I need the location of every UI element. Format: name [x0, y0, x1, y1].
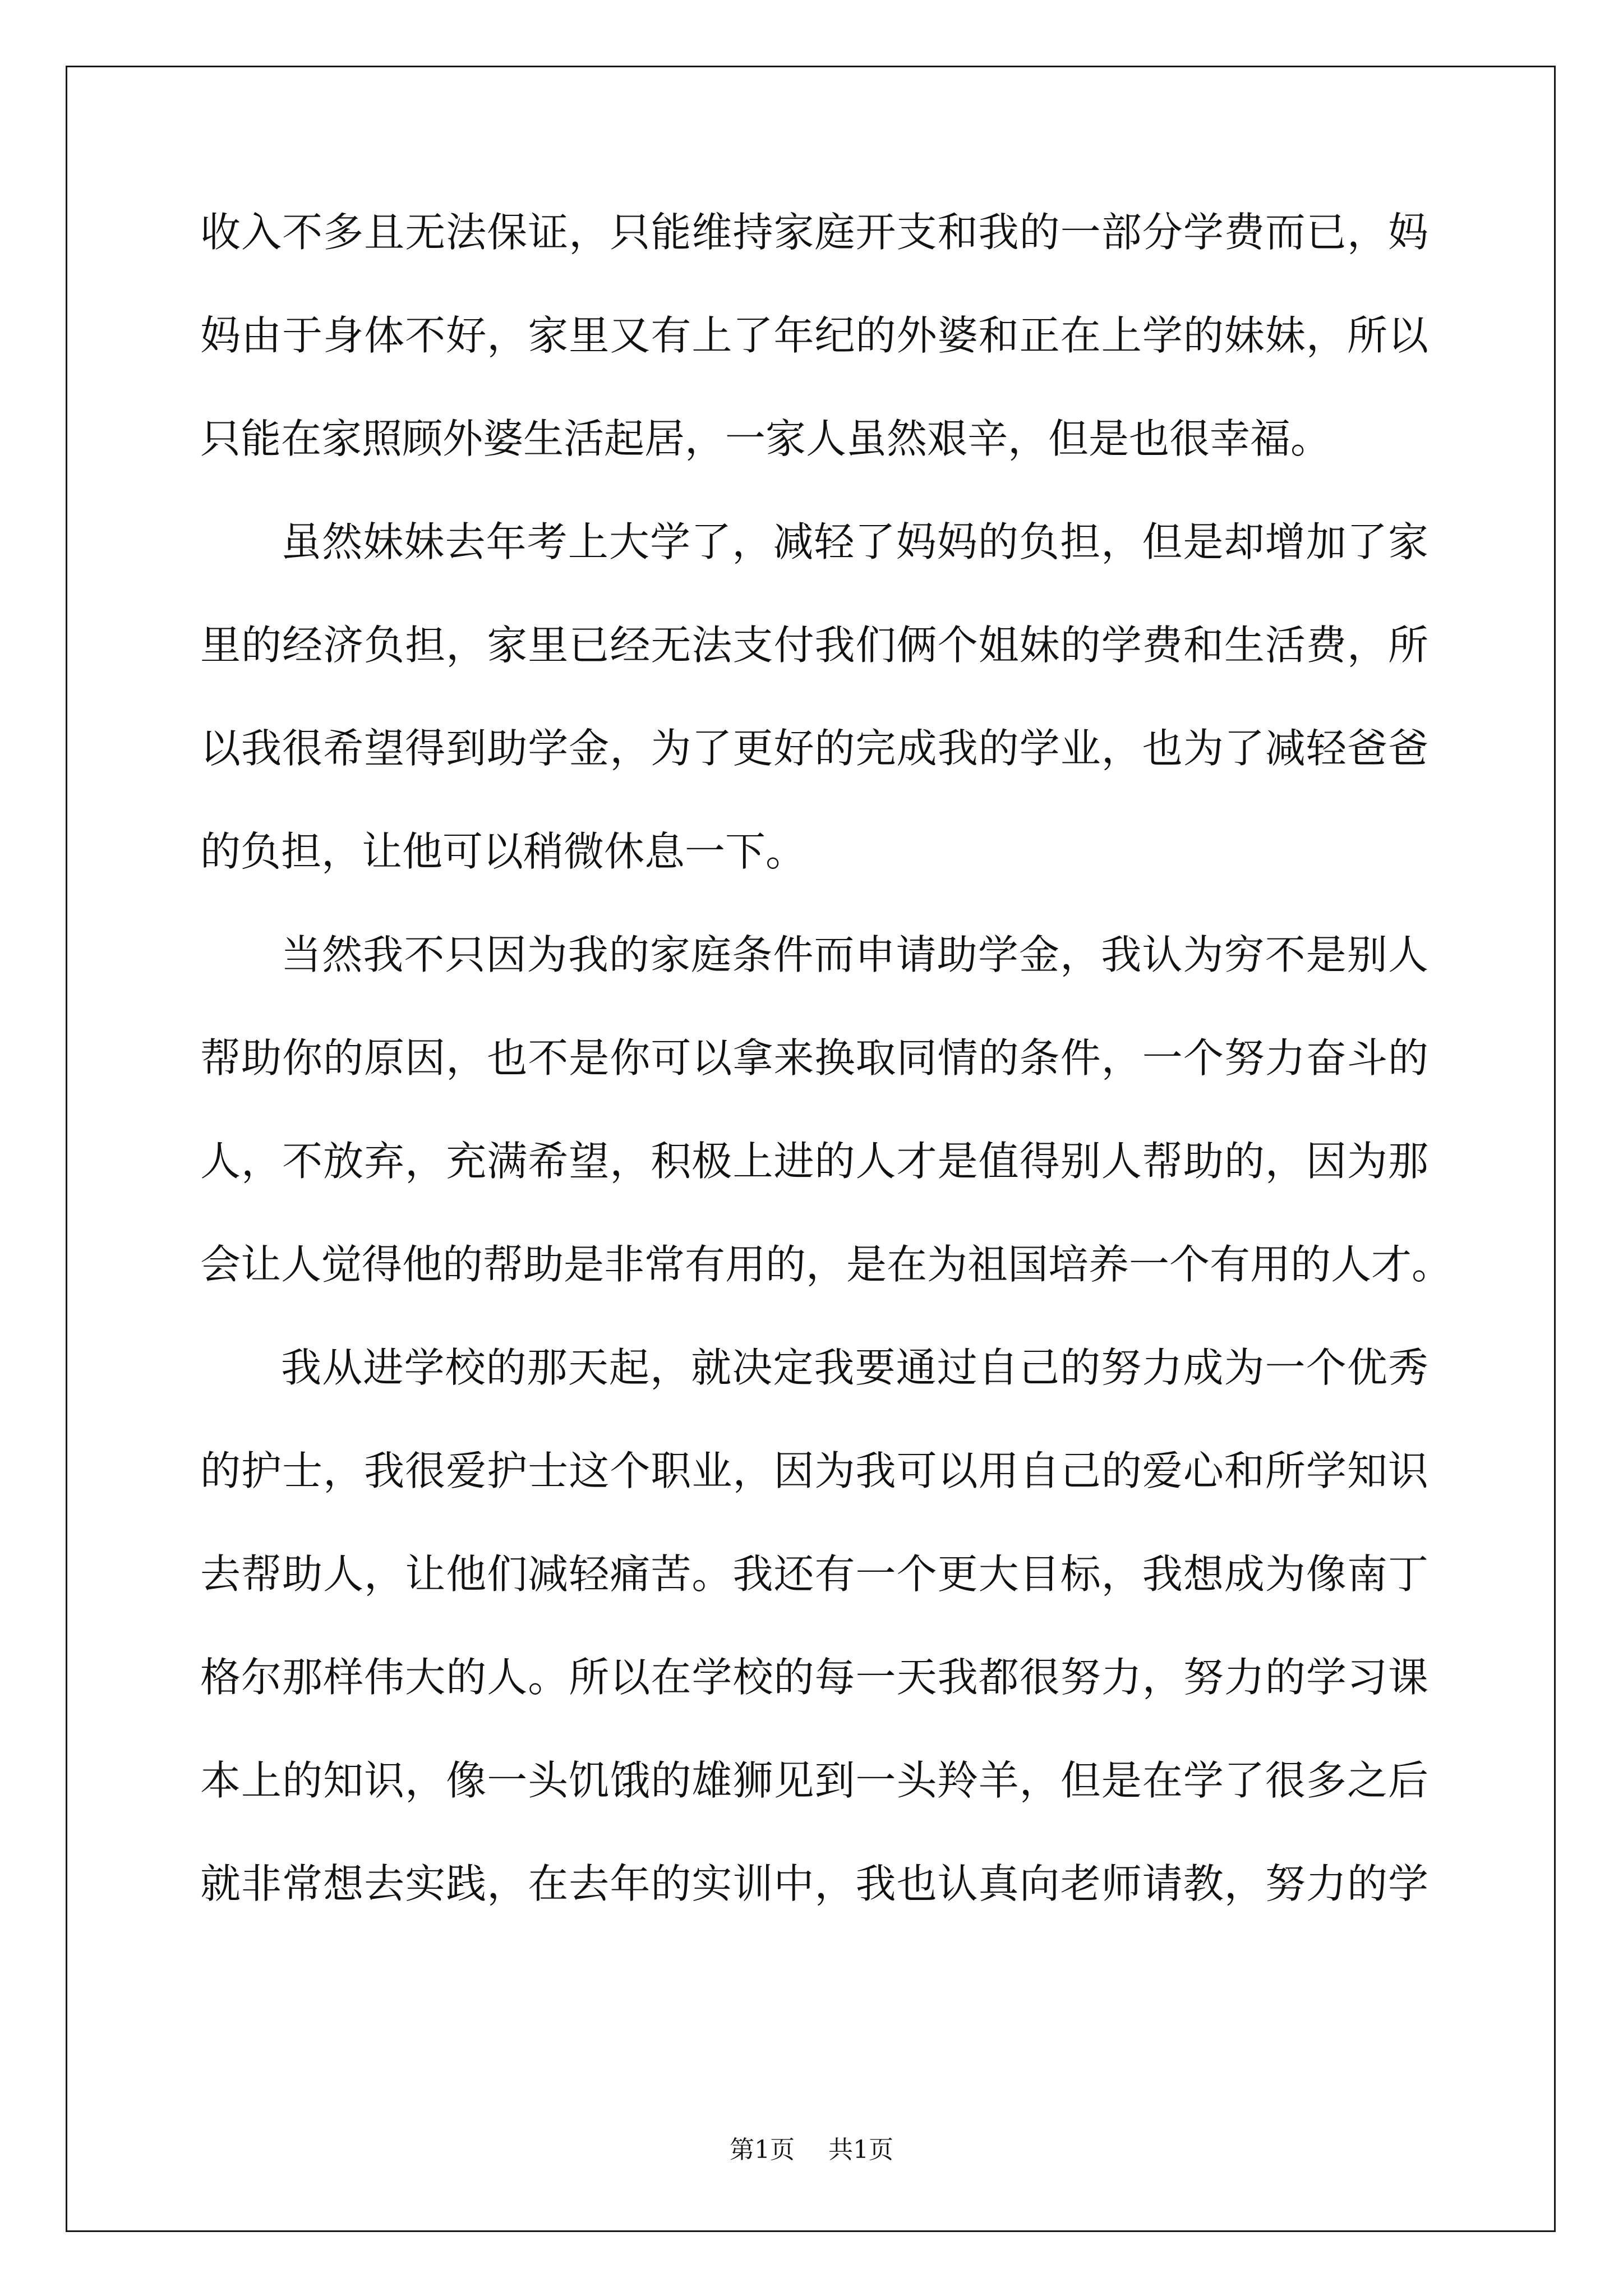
body-line-6: 以我很希望得到助学金，为了更好的完成我的学业，也为了减轻爸爸 — [200, 725, 1428, 772]
body-line-11: 会让人觉得他的帮助是非常有用的，是在为祖国培养一个有用的人才。 — [200, 1241, 1453, 1288]
body-line-13: 的护士，我很爱护士这个职业，因为我可以用自己的爱心和所学知识 — [200, 1447, 1428, 1494]
body-line-7: 的负担，让他可以稍微休息一下。 — [200, 828, 806, 875]
document-body — [200, 209, 1453, 1967]
body-line-17: 就非常想去实践，在去年的实训中，我也认真向老师请教，努力的学 — [200, 1860, 1428, 1907]
page-footer — [0, 2129, 1623, 2165]
body-line-5: 里的经济负担，家里已经无法支付我们俩个姐妹的学费和生活费，所 — [200, 622, 1428, 669]
page-total: 共1页 — [828, 2136, 893, 2164]
body-line-8: 当然我不只因为我的家庭条件而申请助学金，我认为穷不是别人 — [281, 931, 1428, 978]
body-line-2: 妈由于身体不好，家里又有上了年纪的外婆和正在上学的妹妹，所以 — [200, 312, 1428, 359]
body-line-14: 去帮助人，让他们减轻痛苦。我还有一个更大目标，我想成为像南丁 — [200, 1550, 1428, 1598]
body-line-4: 虽然妹妹去年考上大学了，减轻了妈妈的负担，但是却增加了家 — [281, 518, 1428, 565]
body-line-16: 本上的知识，像一头饥饿的雄狮见到一头羚羊，但是在学了很多之后 — [200, 1757, 1428, 1804]
body-line-10: 人，不放弃，充满希望，积极上进的人才是值得别人帮助的，因为那 — [200, 1138, 1428, 1185]
page-number: 第1页 — [730, 2136, 795, 2164]
body-line-12: 我从进学校的那天起，就决定我要通过自己的努力成为一个优秀 — [281, 1344, 1428, 1391]
body-line-15: 格尔那样伟大的人。所以在学校的每一天我都很努力，努力的学习课 — [200, 1654, 1428, 1701]
body-line-9: 帮助你的原因，也不是你可以拿来换取同情的条件，一个努力奋斗的 — [200, 1034, 1428, 1082]
body-line-1: 收入不多且无法保证，只能维持家庭开支和我的一部分学费而已，妈 — [200, 209, 1428, 256]
body-line-3: 只能在家照顾外婆生活起居，一家人虽然艰辛，但是也很幸福。 — [200, 415, 1331, 462]
